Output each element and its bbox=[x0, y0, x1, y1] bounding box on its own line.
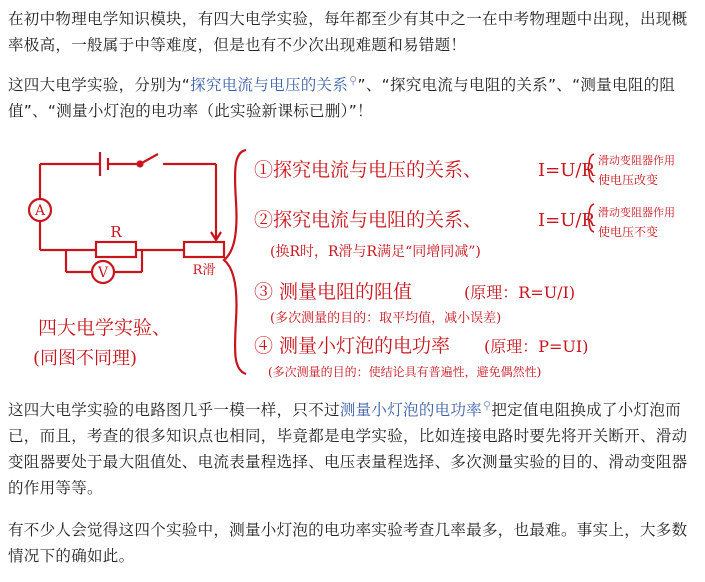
item-4-sub: (多次测量的目的：使结论具有普遍性，避免偶然性) bbox=[268, 365, 542, 379]
search-link-icon[interactable]: ⚲ bbox=[349, 74, 358, 87]
conclusion-paragraph: 有不少人会觉得这四个实验中，测量小灯泡的电功率实验考查几率最多，也最难。事实上，大多数情况下的确如此。 bbox=[8, 521, 688, 565]
item-1-main: ①探究电流与电压的关系、 bbox=[254, 159, 483, 181]
p3-text-after: 把定值电阻换成了小灯泡而已，而且，考查的很多知识点也相同，毕竟都是电学实验，比如连接电路时要先将开关断开、滑动变阻器要处于最大阻值处、电流表量程选择、电压表量程选择、多次测量实验的目的、滑动变阻器的作用等等。 bbox=[8, 401, 688, 498]
ammeter-label: A bbox=[34, 203, 46, 219]
item-2-sub: (换R时，R滑与R满足“同增同减”) bbox=[270, 244, 481, 260]
item-1-note-2: 使电压改变 bbox=[598, 173, 659, 187]
figure-svg bbox=[8, 142, 698, 382]
item-3-formula: (原理：R=U/I) bbox=[464, 283, 576, 302]
item-2-note-2: 使电压不变 bbox=[598, 225, 659, 239]
item-2-main: ②探究电流与电阻的关系、 bbox=[254, 209, 483, 231]
item-2-formula: I=U/R bbox=[538, 210, 595, 231]
search-link-icon[interactable]: ⚲ bbox=[483, 399, 492, 412]
item-3-main: ③ 测量电阻的阻值 bbox=[254, 281, 413, 303]
experiment-link[interactable]: 探究电流与电压的关系 bbox=[190, 76, 349, 95]
rheostat-symbol bbox=[184, 242, 224, 257]
figure-title: 四大电学实验、 bbox=[38, 317, 172, 339]
p3-text-before: 这四大电学实验的电路图几乎一模一样，只不过 bbox=[8, 401, 340, 420]
item-3-sub: (多次测量的目的：取平均值，减小误差) bbox=[270, 311, 502, 326]
item-1-formula: I=U/R bbox=[538, 160, 595, 181]
figure-subtitle: (同图不同理) bbox=[33, 348, 138, 369]
power-experiment-link[interactable]: 测量小灯泡的电功率 bbox=[339, 401, 483, 420]
p2-text-before: 这四大电学实验，分别为“ bbox=[8, 76, 191, 95]
rheostat-label: R滑 bbox=[192, 263, 216, 278]
circuit-paragraph bbox=[8, 393, 698, 501]
resistor-label: R bbox=[110, 223, 122, 241]
voltmeter-label: V bbox=[97, 265, 109, 281]
switch bbox=[140, 154, 158, 164]
handwritten-figure bbox=[8, 142, 698, 382]
p2-text-after: ”、“探究电流与电阻的关系”、“测量电阻的阻值”、“测量小灯泡的电功率（此实验新课标已删）”！ bbox=[8, 76, 676, 121]
resistor-symbol bbox=[96, 242, 136, 257]
intro-paragraph: 在初中物理电学知识模块，有四大电学实验，每年都至少有其中之一在中考物理题中出现，出现概率极高，一般属于中等难度，但是也有不少次出现难题和易错题！ bbox=[8, 10, 688, 54]
big-brace bbox=[224, 150, 246, 374]
item-4-formula: (原理：P=UI) bbox=[484, 337, 589, 356]
item-4-main: ④ 测量小灯泡的电功率 bbox=[254, 335, 451, 357]
experiments-paragraph bbox=[8, 68, 698, 124]
item-1-note-1: 滑动变阻器作用 bbox=[598, 154, 675, 167]
item-2-note-1: 滑动变阻器作用 bbox=[598, 206, 675, 219]
